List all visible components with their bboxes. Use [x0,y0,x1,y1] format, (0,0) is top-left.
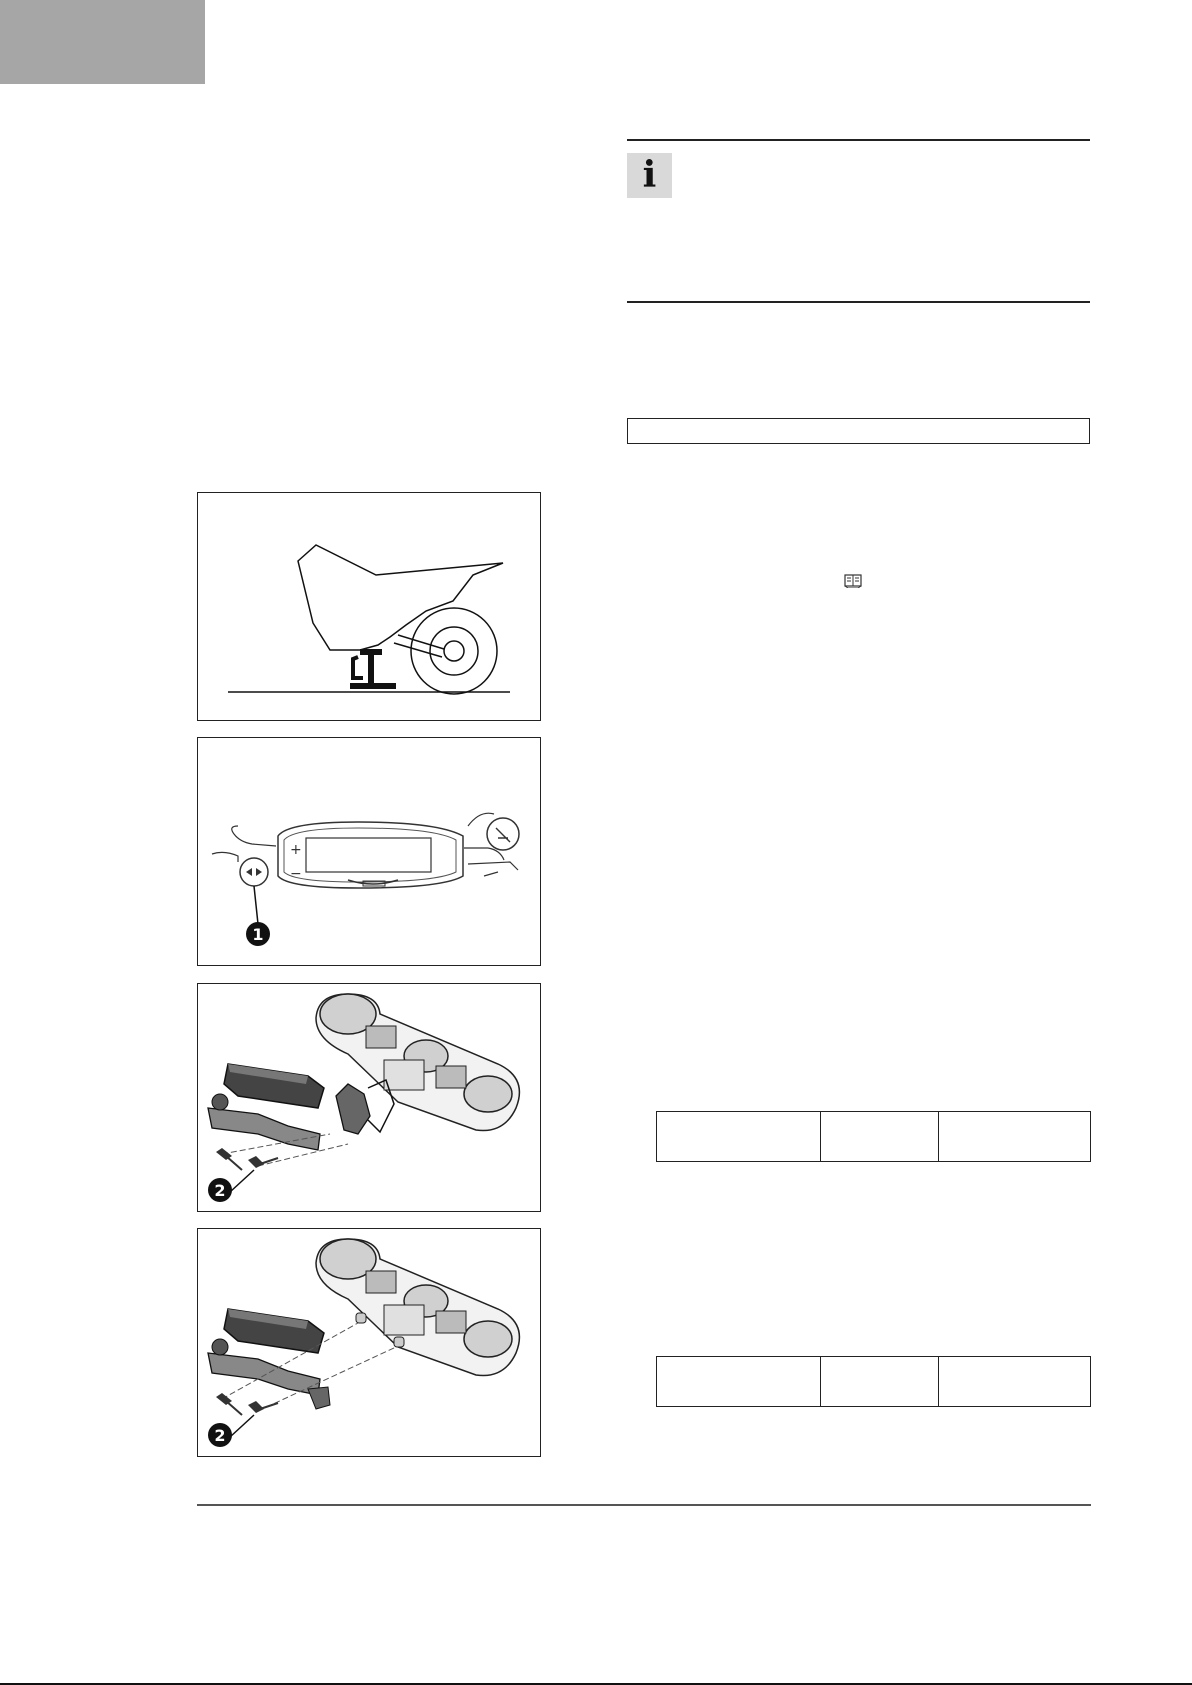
callout-1: 1 [252,925,264,944]
condition-box [627,418,1090,444]
minus-symbol: − [290,866,302,882]
info-icon: i [627,153,672,198]
spec-table-2 [656,1356,1091,1407]
callout-2: 2 [214,1181,226,1200]
spec-cell [939,1112,1091,1162]
bracket-installed-illustration [198,1229,541,1457]
callout-2: 2 [214,1426,226,1445]
spec-cell [657,1357,821,1407]
info-bottom-rule [627,301,1090,303]
figure-combination-instrument [197,737,541,966]
manual-reference-icon [844,574,862,588]
chapter-tab [0,0,205,84]
figure-motorcycle-on-stand [197,492,541,721]
combination-instrument-illustration [198,738,541,966]
figure-instrument-bracket-installed [197,1228,541,1457]
plus-symbol: + [290,842,302,858]
figure-instrument-bracket-exploded [197,983,541,1212]
info-top-rule [627,139,1090,141]
bracket-exploded-illustration [198,984,541,1212]
spec-cell [821,1112,939,1162]
footer-rule [197,1504,1091,1506]
spec-cell [657,1112,821,1162]
spec-cell [821,1357,939,1407]
spec-cell [939,1357,1091,1407]
motorcycle-stand-illustration [198,493,541,721]
spec-table-1 [656,1111,1091,1162]
